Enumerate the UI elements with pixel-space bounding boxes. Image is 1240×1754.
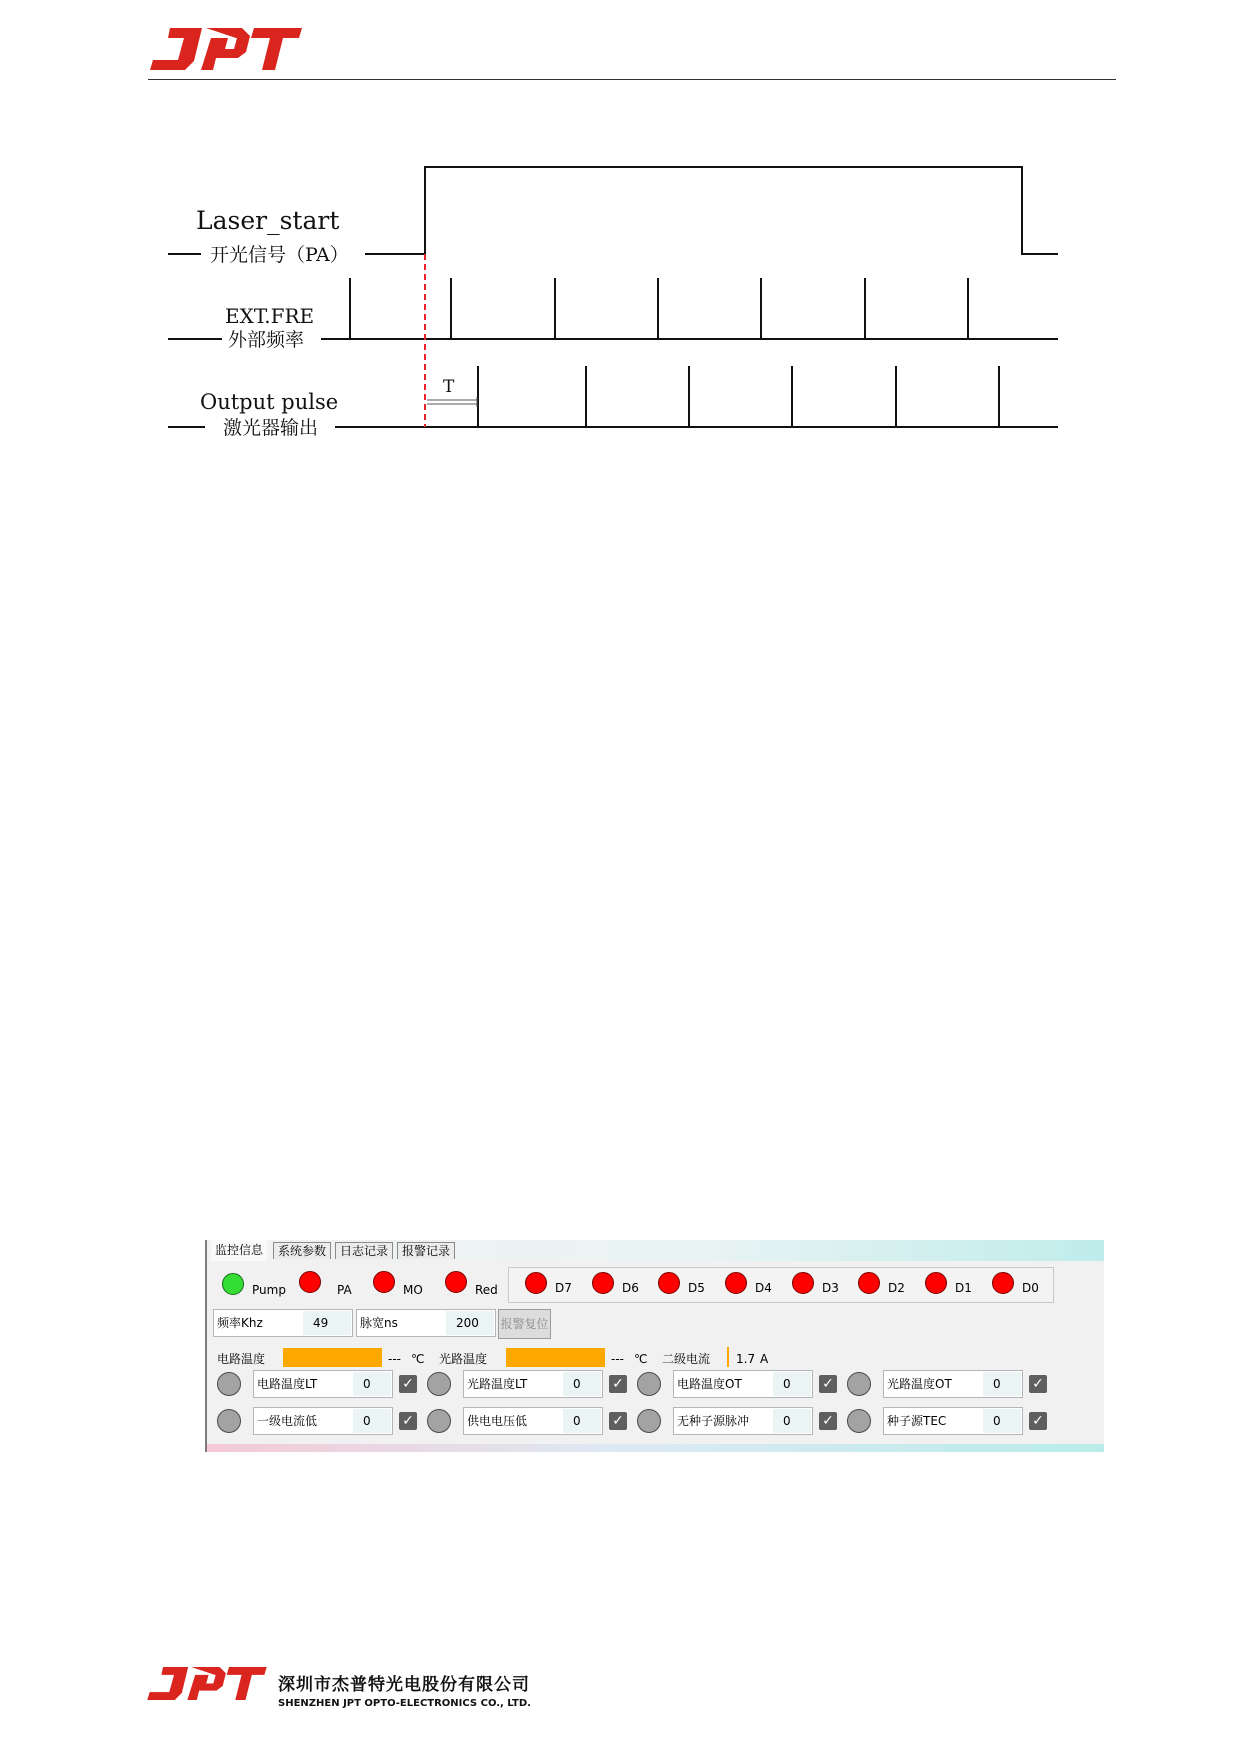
d7-label: D7 [555, 1281, 572, 1295]
second-current-unit: A [760, 1352, 769, 1366]
circuit-temp-label: 电路温度 [217, 1352, 266, 1366]
alarm-checkbox-seed-tec[interactable]: ✓ [1029, 1412, 1047, 1430]
mo-led [373, 1271, 395, 1293]
alarm-indicator-circuit-temp-lt [217, 1372, 241, 1396]
d4-label: D4 [755, 1281, 772, 1295]
d1-label: D1 [955, 1281, 972, 1295]
d3-label: D3 [822, 1281, 839, 1295]
alarm-checkbox-optical-temp-lt[interactable]: ✓ [609, 1375, 627, 1393]
optical-temp-value: --- [611, 1352, 624, 1366]
alarm-checkbox-circuit-temp-lt[interactable]: ✓ [399, 1375, 417, 1393]
alarm-indicator-circuit-temp-ot [637, 1372, 661, 1396]
alarm-field-optical-temp-lt: 光路温度LT 0 [463, 1370, 603, 1398]
d-led-group [508, 1267, 1054, 1303]
alarm-field-current-low: 一级电流低 0 [253, 1407, 393, 1435]
monitor-panel [205, 1240, 1104, 1452]
d2-label: D2 [888, 1281, 905, 1295]
pulse-width-value[interactable]: 200 [446, 1311, 494, 1335]
optical-temp-label: 光路温度 [439, 1352, 488, 1366]
alarm-checkbox-current-low[interactable]: ✓ [399, 1412, 417, 1430]
alarm-field-circuit-temp-lt: 电路温度LT 0 [253, 1370, 393, 1398]
d6-label: D6 [622, 1281, 639, 1295]
ext-fre-sublabel: 外部频率 [228, 329, 305, 351]
alarm-indicator-voltage-low [427, 1409, 451, 1433]
alarm-field-optical-temp-ot: 光路温度OT 0 [883, 1370, 1023, 1398]
pulse-width-label: 脉宽ns [360, 1316, 398, 1330]
delay-label: T [443, 377, 455, 397]
freq-field[interactable] [213, 1309, 353, 1337]
d0-label: D0 [1022, 1281, 1039, 1295]
mo-label: MO [403, 1283, 423, 1297]
d2-led [858, 1272, 880, 1294]
d4-led [725, 1272, 747, 1294]
pump-led [222, 1273, 244, 1295]
footer-company-en: SHENZHEN JPT OPTO-ELECTRONICS CO., LTD. [278, 1698, 531, 1709]
pump-label: Pump [252, 1283, 286, 1297]
d7-led [525, 1272, 547, 1294]
panel-status-strip [207, 1444, 1104, 1452]
alarm-indicator-seed-tec [847, 1409, 871, 1433]
delay-arrow [427, 397, 477, 407]
circuit-temp-value: --- [388, 1352, 401, 1366]
ext-fre-label: EXT.FRE [225, 304, 315, 328]
pulse-width-field[interactable] [356, 1309, 496, 1337]
red-label: Red [475, 1283, 498, 1297]
d5-led [658, 1272, 680, 1294]
second-current-value: 1.7 [736, 1352, 756, 1366]
d6-led [592, 1272, 614, 1294]
alarm-field-voltage-low: 供电电压低 0 [463, 1407, 603, 1435]
alarm-checkbox-optical-temp-ot[interactable]: ✓ [1029, 1375, 1047, 1393]
alarm-indicator-current-low [217, 1409, 241, 1433]
alarm-indicator-no-seed-pulse [637, 1409, 661, 1433]
alarm-indicator-optical-temp-lt [427, 1372, 451, 1396]
tab-monitor[interactable]: 监控信息 [211, 1240, 267, 1261]
optical-temp-bar [506, 1348, 605, 1367]
laser-start-sublabel: 开光信号（PA） [210, 244, 349, 266]
alarm-indicator-optical-temp-ot [847, 1372, 871, 1396]
second-current-label: 二级电流 [662, 1352, 711, 1366]
tab-log[interactable]: 日志记录 [335, 1242, 393, 1259]
jpt-logo-footer [147, 1667, 267, 1700]
d0-led [992, 1272, 1014, 1294]
circuit-temp-unit: ℃ [411, 1352, 425, 1366]
output-pulse-sublabel: 激光器输出 [223, 417, 319, 439]
output-pulse-label: Output pulse [200, 390, 339, 414]
d1-led [925, 1272, 947, 1294]
footer-company-cn: 深圳市杰普特光电股份有限公司 [278, 1675, 530, 1695]
timing-diagram [150, 150, 1070, 440]
tab-alarm-log[interactable]: 报警记录 [397, 1242, 455, 1259]
laser-start-label: Laser_start [196, 206, 340, 235]
pa-label: PA [337, 1283, 352, 1297]
red-led [445, 1271, 467, 1293]
alarm-checkbox-voltage-low[interactable]: ✓ [609, 1412, 627, 1430]
second-current-bar [727, 1347, 729, 1367]
circuit-temp-bar [283, 1348, 382, 1367]
jpt-logo-header [150, 28, 302, 70]
alarm-reset-button[interactable]: 报警复位 [498, 1309, 551, 1339]
alarm-checkbox-circuit-temp-ot[interactable]: ✓ [819, 1375, 837, 1393]
alarm-field-circuit-temp-ot: 电路温度OT 0 [673, 1370, 813, 1398]
d5-label: D5 [688, 1281, 705, 1295]
freq-label: 频率Khz [217, 1316, 263, 1330]
header-divider [148, 79, 1116, 80]
d3-led [792, 1272, 814, 1294]
alarm-field-seed-tec: 种子源TEC 0 [883, 1407, 1023, 1435]
optical-temp-unit: ℃ [634, 1352, 648, 1366]
freq-value[interactable]: 49 [303, 1311, 351, 1335]
pa-led [299, 1271, 321, 1293]
alarm-checkbox-no-seed-pulse[interactable]: ✓ [819, 1412, 837, 1430]
tab-system-params[interactable]: 系统参数 [273, 1242, 331, 1259]
alarm-field-no-seed-pulse: 无种子源脉冲 0 [673, 1407, 813, 1435]
